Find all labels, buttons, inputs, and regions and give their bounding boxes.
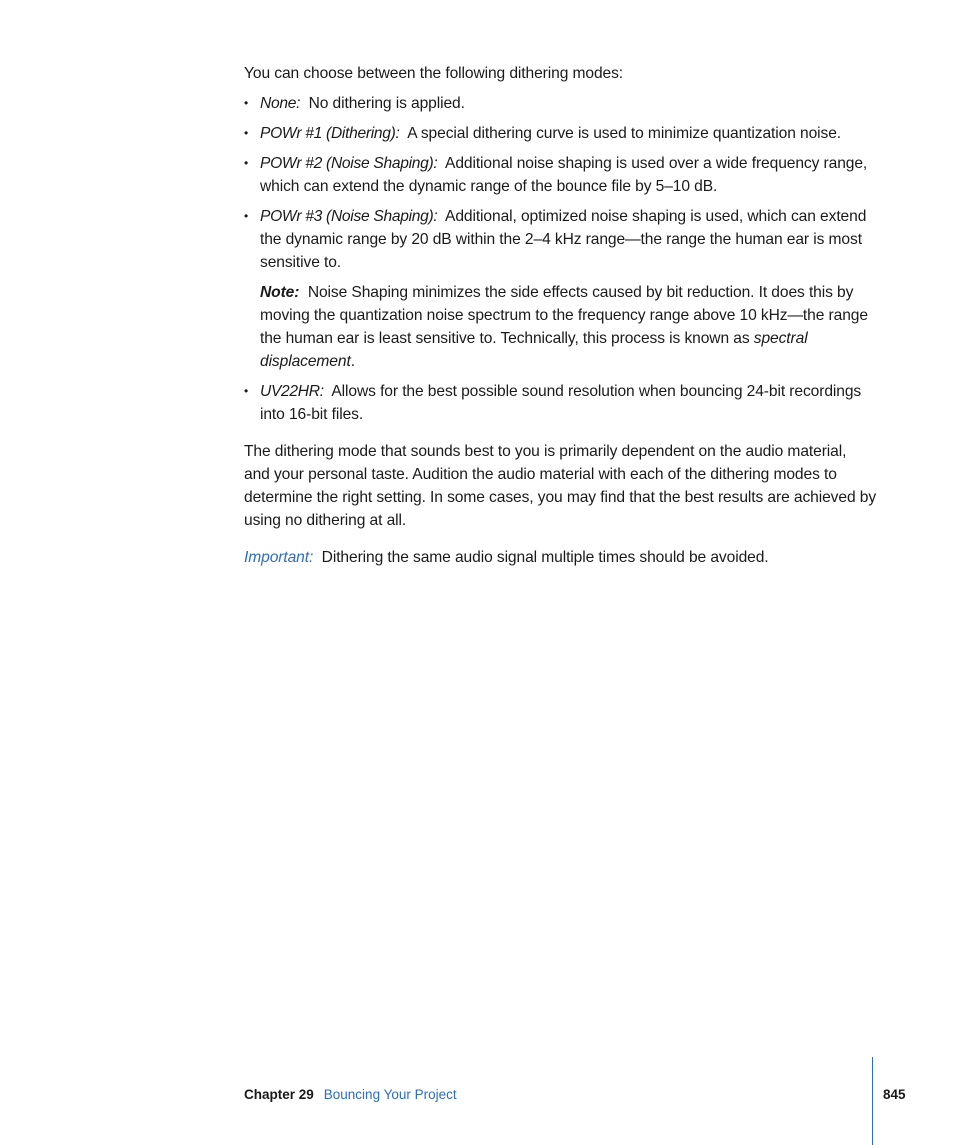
bullet-icon: • <box>244 209 249 223</box>
mode-description: No dithering is applied. <box>308 95 465 112</box>
list-item <box>244 380 876 426</box>
note-block <box>260 281 876 373</box>
mode-term: UV22HR: <box>260 383 324 400</box>
mode-term: POWr #2 (Noise Shaping): <box>260 155 438 172</box>
list-item <box>244 205 876 373</box>
note-text: Noise Shaping minimizes the side effects caused by bit reduction. It does this by moving the quantization noise spectrum to the frequency range above 10 kHz—the range the human ear is least sensitive to. Technically, this process is known as <box>260 284 868 347</box>
important-callout <box>244 546 876 569</box>
footer-divider <box>872 1057 873 1145</box>
bullet-icon: • <box>244 156 249 170</box>
dithering-paragraph: The dithering mode that sounds best to you is primarily dependent on the audio material, and your personal taste. Audition the audio material with each of the dithering modes to determine the right setting. In some cases, you may find that the best results are achieved by using no dithering at all. <box>244 443 877 529</box>
dithering-modes-list <box>244 92 876 426</box>
note-emphasis: spectral displacement <box>260 330 808 370</box>
list-item <box>244 152 876 198</box>
page-footer <box>244 1086 457 1104</box>
bullet-icon: • <box>244 126 249 140</box>
note-label: Note: <box>260 284 300 301</box>
page-body <box>244 62 876 569</box>
bullet-icon: • <box>244 384 249 398</box>
chapter-title-link[interactable]: Bouncing Your Project <box>323 1087 457 1102</box>
list-item <box>244 122 876 145</box>
mode-term: None: <box>260 95 301 112</box>
intro-text: You can choose between the following dithering modes: <box>244 65 624 82</box>
mode-description: A special dithering curve is used to minimize quantization noise. <box>407 125 842 142</box>
mode-description: Additional, optimized noise shaping is used, which can extend the dynamic range by 20 dB within the 2–4 kHz range—the range the human ear is most sensitive to. <box>260 208 867 271</box>
bullet-icon: • <box>244 96 249 110</box>
important-text: Dithering the same audio signal multiple times should be avoided. <box>321 549 769 566</box>
page-number: 845 <box>883 1087 906 1102</box>
list-item <box>244 92 876 115</box>
mode-term: POWr #1 (Dithering): <box>260 125 400 142</box>
note-end: . <box>350 353 355 370</box>
mode-term: POWr #3 (Noise Shaping): <box>260 208 438 225</box>
mode-description: Allows for the best possible sound resolution when bouncing 24-bit recordings into 16-bit files. <box>260 383 862 423</box>
mode-description: Additional noise shaping is used over a wide frequency range, which can extend the dynamic range of the bounce file by 5–10 dB. <box>260 155 868 195</box>
important-label: Important: <box>244 549 314 566</box>
chapter-number: Chapter 29 <box>244 1087 314 1102</box>
